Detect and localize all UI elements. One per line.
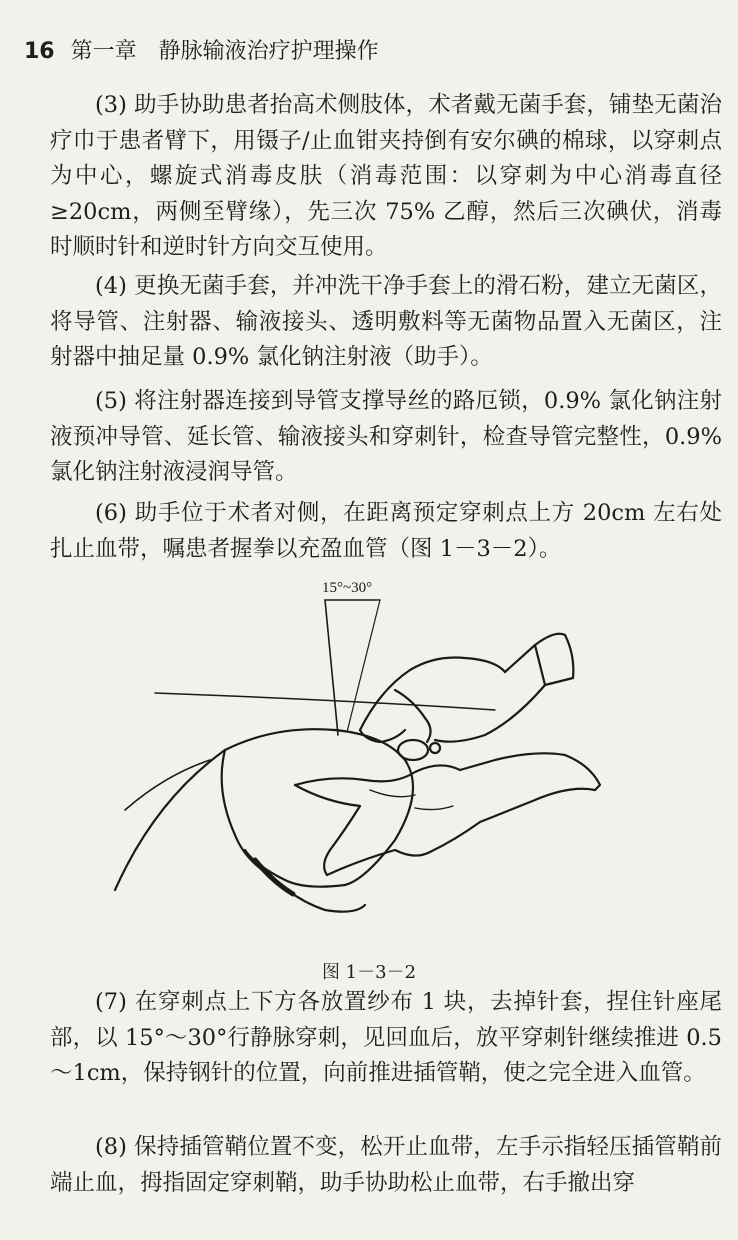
running-header [24,34,379,65]
chapter-title: 静脉输液治疗护理操作 [158,39,379,64]
paragraph-step-7: (7) 在穿刺点上下方各放置纱布 1 块，去掉针套，捏住针座尾部，以 15°～30°行静脉穿刺，见回血后，放平穿刺针继续推进 0.5～1cm，保持钢针的位置，向前推进插管鞘，使之完全进入血管。 [50,989,722,1086]
venipuncture-illustration [95,560,695,935]
chapter-label: 第一章 [70,39,137,64]
figure-venipuncture [95,560,695,935]
paragraph-step-5: (5) 将注射器连接到导管支撑导丝的路厄锁，0.9% 氯化钠注射液预冲导管、延长管、输液接头和穿刺针，检查导管完整性，0.9% 氯化钠注射液浸润导管。 [50,388,722,485]
paragraph-step-6: (6) 助手位于术者对侧，在距离预定穿刺点上方 20cm 左右处扎止血带，嘱患者握拳以充盈血管（图 1－3－2）。 [50,500,722,562]
paragraph-step-4: (4) 更换无菌手套，并冲洗干净手套上的滑石粉，建立无菌区，将导管、注射器、输液接头、透明敷料等无菌物品置入无菌区，注射器中抽足量 0.9% 氯化钠注射液（助手）。 [50,273,722,370]
paragraph-step-3: (3) 助手协助患者抬高术侧肢体，术者戴无菌手套，铺垫无菌治疗巾于患者臂下，用镊子/止血钳夹持倒有安尔碘的棉球，以穿刺点为中心，螺旋式消毒皮肤（消毒范围：以穿刺为中心消毒直径≥20cm，两侧至臂缘），先三次 75% 乙醇，然后三次碘伏，消毒时顺时针和逆时针方向交互使用。 [50,92,722,260]
page-number: 16 [24,39,55,64]
figure-caption: 图 1－3－2 [321,962,417,983]
angle-label: 15°~30° [322,580,373,596]
paragraph-step-8: (8) 保持插管鞘位置不变，松开止血带，左手示指轻压插管鞘前端止血，拇指固定穿刺鞘，助手协助松止血带，右手撤出穿 [50,1134,722,1196]
